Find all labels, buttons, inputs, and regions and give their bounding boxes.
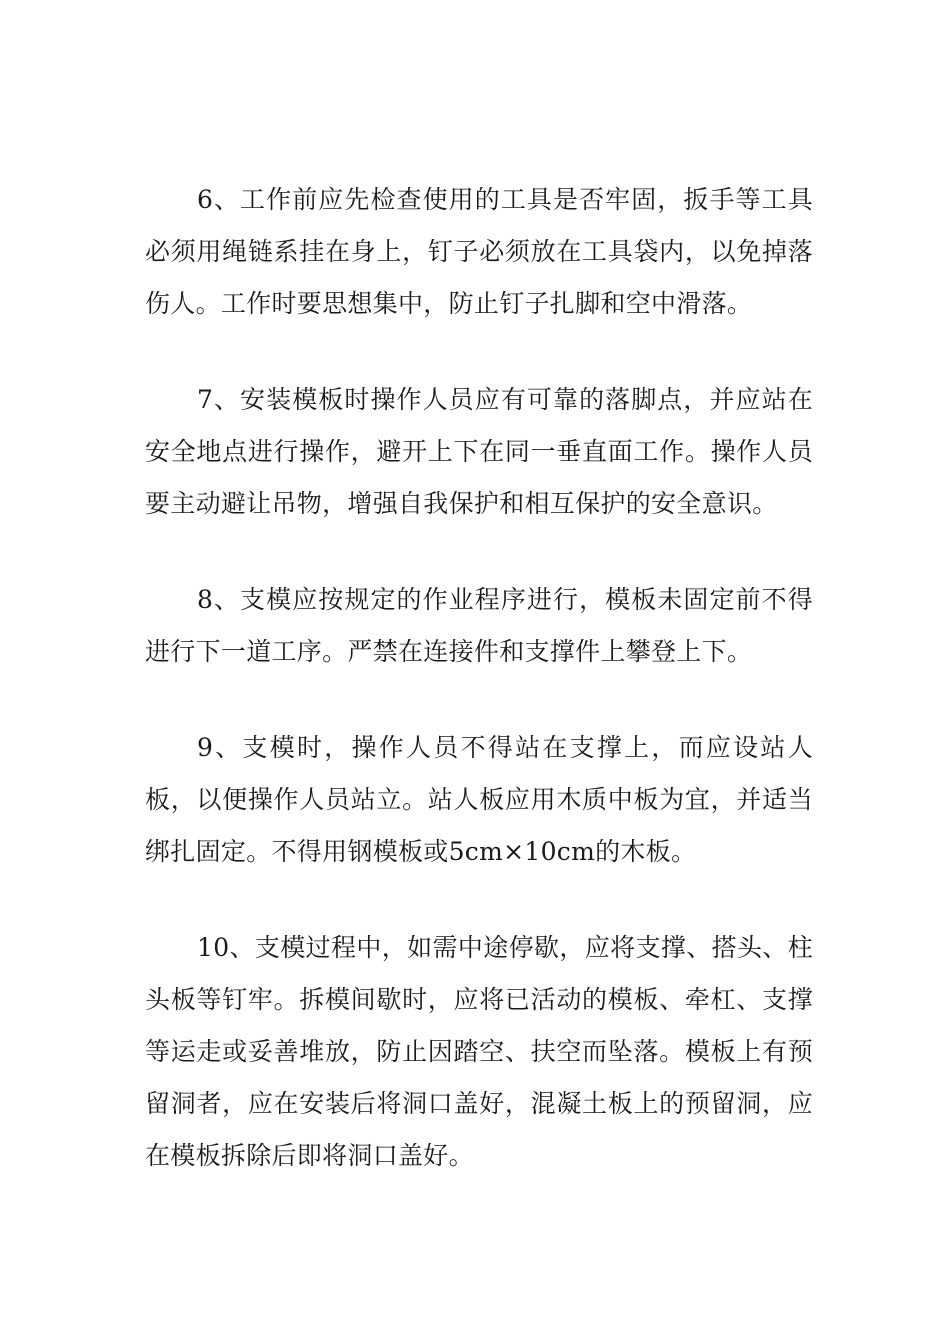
paragraph-item-8: 8、支模应按规定的作业程序进行，模板未固定前不得进行下一道工序。严禁在连接件和支撑件上攀登上下。 [145,585,813,666]
paragraph-item-6: 6、工作前应先检查使用的工具是否牢固，扳手等工具必须用绳链系挂在身上，钉子必须放在工具袋内，以免掉落伤人。工作时要思想集中，防止钉子扎脚和空中滑落。 [145,185,813,318]
paragraph-item-7: 7、安装模板时操作人员应有可靠的落脚点，并应站在安全地点进行操作，避开上下在同一垂直面工作。操作人员要主动避让吊物，增强自我保护和相互保护的安全意识。 [145,385,813,518]
paragraph-item-9: 9、支模时，操作人员不得站在支撑上，而应设站人板，以便操作人员站立。站人板应用木质中板为宜，并适当绑扎固定。不得用钢模板或5cm×10cm的木板。 [145,733,813,866]
paragraph-item-10: 10、支模过程中，如需中途停歇，应将支撑、搭头、柱头板等钉牢。拆模间歇时，应将已活动的模板、牵杠、支撑等运走或妥善堆放，防止因踏空、扶空而坠落。模板上有预留洞者，应在安装后将洞口盖好，混凝土板上的预留洞，应在模板拆除后即将洞口盖好。 [145,933,813,1170]
